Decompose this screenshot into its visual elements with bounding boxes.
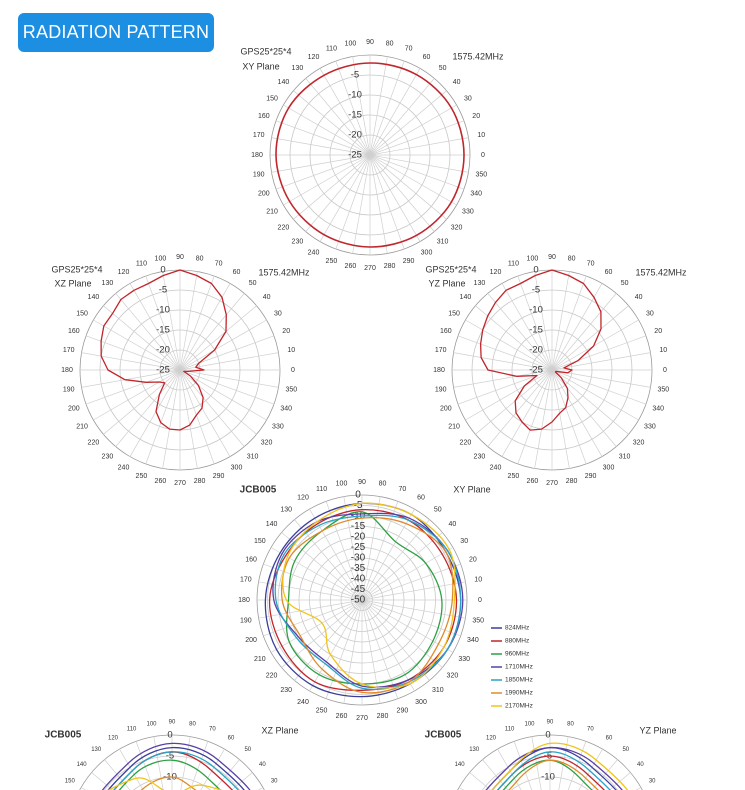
- angle-tick-label: 100: [526, 255, 539, 263]
- radial-tick-label: -5: [531, 284, 541, 296]
- radial-tick-label: -25: [529, 364, 543, 376]
- angle-tick-label: 340: [652, 405, 665, 413]
- frequency-label: 1575.42MHz: [452, 51, 504, 62]
- angle-tick-label: 280: [376, 713, 389, 721]
- radial-tick-label: -10: [529, 304, 543, 316]
- radial-tick-label: -5: [158, 284, 168, 296]
- angle-tick-label: 30: [648, 778, 656, 785]
- angle-tick-label: 60: [604, 268, 613, 276]
- angle-tick-label: 60: [227, 735, 235, 742]
- angle-tick-label: 40: [452, 79, 461, 87]
- angle-tick-label: 50: [438, 65, 447, 73]
- radial-tick-label: -10: [348, 89, 362, 101]
- angle-tick-label: 40: [259, 761, 266, 768]
- angle-tick-label: 350: [475, 171, 488, 179]
- angle-tick-label: 230: [291, 238, 304, 246]
- angle-tick-label: 140: [76, 761, 87, 768]
- angle-tick-label: 50: [433, 506, 442, 514]
- angle-tick-label: 80: [385, 40, 394, 48]
- angle-tick-label: 110: [316, 485, 328, 493]
- radial-tick-label: -10: [541, 771, 555, 783]
- angle-tick-label: 260: [335, 713, 348, 721]
- angle-tick-label: 90: [358, 478, 366, 486]
- angle-tick-label: 90: [176, 253, 184, 261]
- angle-tick-label: 170: [252, 132, 265, 140]
- angle-tick-label: 40: [634, 294, 643, 302]
- angle-tick-label: 220: [459, 439, 472, 447]
- radial-tick-label: -10: [163, 771, 177, 783]
- angle-tick-label: 190: [239, 617, 252, 625]
- angle-tick-label: 30: [270, 778, 278, 785]
- angle-tick-label: 150: [64, 778, 75, 785]
- angle-tick-label: 10: [477, 132, 486, 140]
- angle-tick-label: 90: [366, 38, 374, 46]
- angle-tick-label: 100: [524, 721, 535, 728]
- angle-tick-label: 70: [404, 45, 413, 53]
- polar-chart-6: [425, 720, 677, 790]
- angle-tick-label: 140: [265, 521, 278, 529]
- angle-tick-label: 280: [383, 263, 396, 271]
- chart-subtitle: XZ Plane: [261, 725, 299, 736]
- angle-tick-label: 310: [431, 687, 444, 695]
- chart-title: JCB005: [424, 729, 462, 741]
- angle-tick-label: 80: [195, 255, 204, 263]
- angle-tick-label: 60: [417, 494, 425, 502]
- legend-label: 1990MHz: [505, 689, 533, 697]
- legend-label: 1710MHz: [505, 663, 533, 671]
- radial-tick-label: 0: [533, 264, 539, 276]
- angle-tick-label: 30: [646, 310, 654, 318]
- angle-tick-label: 330: [644, 423, 656, 431]
- angle-tick-label: 120: [485, 735, 497, 742]
- angle-tick-label: 110: [325, 45, 337, 53]
- frequency-label: 1575.42MHz: [258, 267, 310, 278]
- angle-tick-label: 210: [266, 208, 278, 216]
- polar-chart-3: [425, 254, 687, 487]
- angle-tick-label: 20: [469, 556, 477, 564]
- angle-tick-label: 340: [470, 190, 483, 198]
- radial-tick-label: -20: [156, 344, 170, 356]
- legend-label: 824MHz: [505, 624, 530, 632]
- angle-tick-label: 120: [489, 268, 502, 276]
- angle-tick-label: 170: [239, 576, 252, 584]
- radial-tick-label: 0: [355, 489, 361, 501]
- angle-tick-label: 10: [287, 347, 296, 355]
- angle-tick-label: 20: [282, 328, 291, 336]
- angle-tick-label: 110: [507, 260, 519, 268]
- chart-subtitle: YZ Plane: [428, 278, 466, 289]
- angle-tick-label: 310: [436, 238, 449, 246]
- radial-tick-label: -15: [156, 324, 170, 336]
- angle-tick-label: 290: [584, 473, 597, 481]
- radial-tick-label: -30: [350, 552, 366, 564]
- angle-tick-label: 270: [364, 264, 376, 272]
- angle-tick-label: 40: [448, 521, 457, 529]
- angle-tick-label: 80: [567, 721, 574, 728]
- angle-tick-label: 220: [277, 224, 290, 232]
- angle-tick-label: 30: [274, 310, 282, 318]
- angle-tick-label: 270: [546, 479, 558, 487]
- polar-chart-1: [240, 38, 504, 275]
- angle-tick-label: 210: [76, 423, 88, 431]
- polar-spoke: [470, 773, 550, 790]
- angle-tick-label: 180: [433, 366, 445, 374]
- angle-tick-label: 230: [101, 453, 114, 461]
- angle-tick-label: 230: [280, 687, 293, 695]
- angle-tick-label: 40: [262, 294, 271, 302]
- radial-tick-label: -50: [350, 594, 366, 606]
- angle-tick-label: 90: [168, 719, 176, 726]
- angle-tick-label: 180: [238, 596, 250, 604]
- angle-tick-label: 50: [620, 280, 629, 288]
- angle-tick-label: 340: [280, 405, 293, 413]
- angle-tick-label: 330: [272, 423, 284, 431]
- angle-tick-label: 290: [396, 707, 409, 715]
- angle-tick-label: 220: [265, 672, 278, 680]
- angle-tick-label: 170: [434, 347, 447, 355]
- angle-tick-label: 150: [266, 95, 278, 103]
- angle-tick-label: 160: [439, 328, 452, 336]
- angle-tick-label: 180: [251, 151, 263, 159]
- angle-tick-label: 280: [193, 478, 206, 486]
- angle-tick-label: 250: [135, 473, 148, 481]
- angle-tick-label: 120: [117, 268, 130, 276]
- radial-tick-label: -5: [165, 750, 175, 762]
- legend-label: 2170MHz: [505, 702, 533, 710]
- angle-tick-label: 110: [135, 260, 147, 268]
- angle-tick-label: 320: [632, 439, 645, 447]
- angle-tick-label: 200: [67, 405, 80, 413]
- angle-tick-label: 140: [277, 79, 290, 87]
- radial-tick-label: -45: [350, 584, 366, 596]
- angle-tick-label: 190: [434, 386, 447, 394]
- angle-tick-label: 140: [459, 294, 472, 302]
- chart-title: GPS25*25*4: [240, 46, 292, 57]
- radial-tick-label: -15: [529, 324, 543, 336]
- polar-chart-2: [51, 254, 310, 487]
- angle-tick-label: 0: [291, 366, 295, 374]
- angle-tick-label: 130: [91, 747, 102, 754]
- angle-tick-label: 310: [246, 453, 259, 461]
- polar-spoke: [105, 760, 173, 790]
- angle-tick-label: 100: [335, 480, 348, 488]
- angle-tick-label: 120: [107, 735, 119, 742]
- angle-tick-label: 10: [659, 347, 668, 355]
- angle-tick-label: 220: [87, 439, 100, 447]
- angle-tick-label: 60: [422, 53, 431, 61]
- radial-tick-label: -5: [353, 500, 363, 512]
- radial-tick-label: 0: [167, 729, 173, 741]
- angle-tick-label: 10: [474, 576, 483, 584]
- radial-tick-label: -15: [348, 109, 362, 121]
- chart-title: JCB005: [44, 729, 82, 741]
- angle-tick-label: 300: [420, 249, 433, 257]
- angle-tick-label: 80: [378, 480, 387, 488]
- polar-chart-4: [238, 479, 533, 722]
- radial-tick-label: -5: [543, 750, 553, 762]
- radial-tick-label: -25: [350, 542, 366, 554]
- angle-tick-label: 200: [257, 190, 270, 198]
- angle-tick-label: 300: [415, 699, 427, 707]
- angle-tick-label: 180: [61, 366, 73, 374]
- angle-tick-label: 140: [87, 294, 100, 302]
- angle-tick-label: 210: [253, 655, 266, 663]
- angle-tick-label: 120: [297, 494, 309, 502]
- angle-tick-label: 190: [252, 171, 265, 179]
- angle-tick-label: 250: [325, 258, 338, 266]
- angle-tick-label: 290: [402, 258, 415, 266]
- angle-tick-label: 70: [587, 726, 594, 733]
- angle-tick-label: 190: [62, 386, 75, 394]
- angle-tick-label: 100: [154, 255, 167, 263]
- angle-tick-label: 100: [344, 40, 357, 48]
- angle-tick-label: 320: [260, 439, 273, 447]
- angle-tick-label: 310: [618, 453, 631, 461]
- angle-tick-label: 170: [62, 347, 75, 355]
- chart-subtitle: XZ Plane: [54, 278, 92, 289]
- angle-tick-label: 300: [602, 464, 615, 472]
- angle-tick-label: 350: [285, 386, 298, 394]
- radial-tick-label: -25: [348, 149, 362, 161]
- angle-tick-label: 110: [504, 726, 515, 733]
- angle-tick-label: 320: [450, 224, 463, 232]
- radial-tick-label: -20: [350, 531, 366, 543]
- angle-tick-label: 200: [245, 637, 257, 645]
- radial-tick-label: -20: [348, 129, 362, 141]
- angle-tick-label: 150: [448, 310, 460, 318]
- chart-title: JCB005: [239, 484, 277, 496]
- chart-subtitle: XY Plane: [242, 61, 280, 72]
- angle-tick-label: 350: [472, 617, 485, 625]
- angle-tick-label: 30: [464, 95, 472, 103]
- radial-tick-label: 0: [545, 729, 551, 741]
- frequency-label: 1575.42MHz: [635, 267, 687, 278]
- angle-tick-label: 250: [315, 707, 328, 715]
- page-title: RADIATION PATTERN: [22, 22, 210, 42]
- polar-spoke: [550, 773, 630, 790]
- angle-tick-label: 280: [565, 478, 578, 486]
- radial-tick-label: -20: [529, 344, 543, 356]
- chart-title: GPS25*25*4: [425, 264, 477, 275]
- angle-tick-label: 90: [548, 253, 556, 261]
- legend-label: 880MHz: [505, 637, 530, 645]
- angle-tick-label: 150: [253, 537, 266, 545]
- angle-tick-label: 200: [439, 405, 452, 413]
- angle-tick-label: 40: [637, 761, 644, 768]
- angle-tick-label: 100: [146, 721, 157, 728]
- radial-tick-label: -35: [350, 563, 366, 575]
- angle-tick-label: 240: [297, 699, 309, 707]
- angle-tick-label: 110: [126, 726, 137, 733]
- radial-tick-label: -10: [156, 304, 170, 316]
- angle-tick-label: 270: [174, 479, 186, 487]
- angle-tick-label: 20: [472, 113, 481, 121]
- radial-tick-label: 0: [160, 264, 166, 276]
- angle-tick-label: 130: [291, 65, 304, 73]
- angle-tick-label: 210: [448, 423, 460, 431]
- angle-tick-label: 240: [489, 464, 502, 472]
- angle-tick-label: 50: [248, 280, 257, 288]
- angle-tick-label: 260: [154, 478, 167, 486]
- angle-tick-label: 240: [117, 464, 130, 472]
- angle-tick-label: 0: [481, 151, 485, 159]
- angle-tick-label: 330: [462, 208, 474, 216]
- angle-tick-label: 330: [458, 655, 471, 663]
- angle-tick-label: 70: [214, 260, 223, 268]
- angle-tick-label: 240: [307, 249, 320, 257]
- angle-tick-label: 60: [605, 735, 613, 742]
- angle-tick-label: 160: [245, 556, 257, 564]
- angle-tick-label: 350: [657, 386, 670, 394]
- angle-tick-label: 160: [67, 328, 80, 336]
- radial-tick-label: -40: [350, 573, 366, 585]
- radial-tick-label: -15: [350, 521, 366, 533]
- angle-tick-label: 140: [454, 761, 465, 768]
- angle-tick-label: 340: [467, 637, 479, 645]
- angle-tick-label: 230: [473, 453, 486, 461]
- angle-tick-label: 50: [244, 747, 252, 754]
- angle-tick-label: 90: [546, 719, 554, 726]
- angle-tick-label: 250: [507, 473, 520, 481]
- angle-tick-label: 130: [101, 280, 114, 288]
- angle-tick-label: 60: [232, 268, 241, 276]
- angle-tick-label: 80: [189, 721, 196, 728]
- angle-tick-label: 150: [76, 310, 88, 318]
- polar-chart-5: [45, 720, 299, 790]
- angle-tick-label: 300: [230, 464, 243, 472]
- angle-tick-label: 70: [209, 726, 216, 733]
- angle-tick-label: 20: [654, 328, 663, 336]
- angle-tick-label: 70: [586, 260, 595, 268]
- angle-tick-label: 290: [212, 473, 225, 481]
- legend-label: 960MHz: [505, 650, 530, 658]
- angle-tick-label: 0: [478, 596, 482, 604]
- angle-tick-label: 50: [622, 747, 630, 754]
- chart-title: GPS25*25*4: [51, 264, 103, 275]
- angle-tick-label: 80: [567, 255, 576, 263]
- angle-tick-label: 130: [280, 506, 293, 514]
- chart-subtitle: XY Plane: [453, 484, 491, 495]
- angle-tick-label: 0: [663, 366, 667, 374]
- angle-tick-label: 70: [398, 485, 407, 493]
- angle-tick-label: 260: [344, 263, 357, 271]
- chart-subtitle: YZ Plane: [639, 725, 677, 736]
- angle-tick-label: 260: [526, 478, 539, 486]
- angle-tick-label: 160: [257, 113, 270, 121]
- radial-tick-label: -10: [350, 510, 366, 522]
- angle-tick-label: 130: [469, 747, 480, 754]
- legend-label: 1850MHz: [505, 676, 533, 684]
- radial-tick-label: -5: [350, 69, 360, 81]
- radial-tick-label: -25: [156, 364, 170, 376]
- angle-tick-label: 270: [356, 714, 368, 722]
- angle-tick-label: 320: [446, 672, 459, 680]
- angle-tick-label: 130: [473, 280, 486, 288]
- angle-tick-label: 30: [460, 537, 469, 545]
- angle-tick-label: 120: [307, 53, 320, 61]
